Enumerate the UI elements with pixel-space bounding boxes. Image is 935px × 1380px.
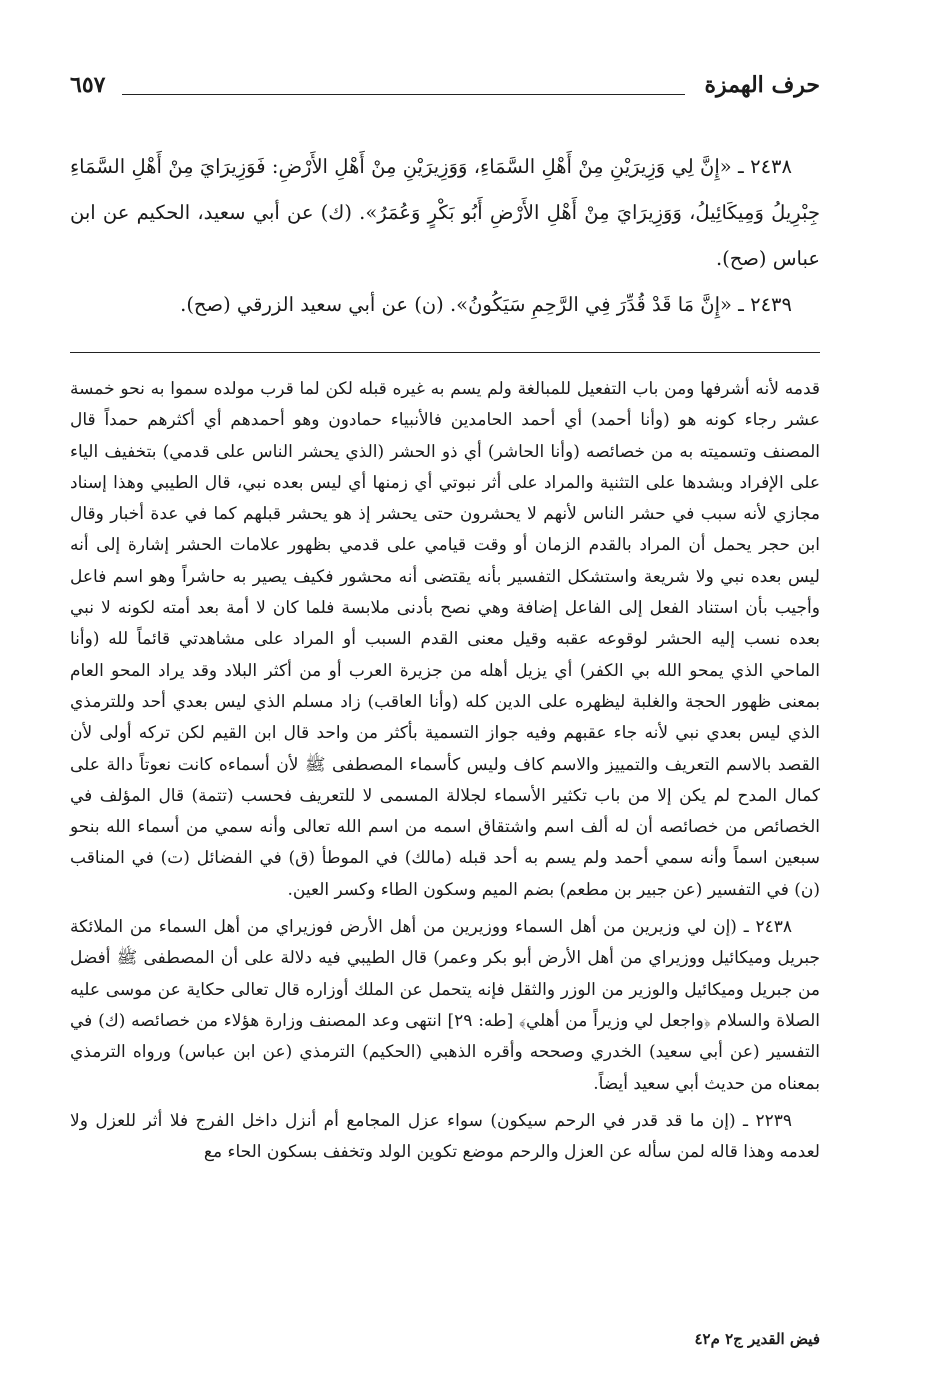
commentary-paragraph: قدمه لأنه أشرفها ومن باب التفعيل للمبالغة ولم يسم به غيره قبله لكن لما قرب مولده سموا به نحو خمسة عشر رجاء كونه هو (وأنا أحمد) أي أحمد الحامدين فالأنبياء حمادون وهو أحمدهم أي أكثرهم حمداً قال المصنف وتسميته به من خصائصه (وأنا الحاشر) أي ذو الحشر (الذي يحشر الناس على قدمي) بتخفيف الياء على الإفراد وبشدها على التثنية والمراد على أثر نبوتي أي زمنها أي ليس بعده نبي، قال الطيبي وهذا إسناد مجازي لأنه سبب في حشر الناس لأنهم لا يحشرون حتى يحشر إذ هو يحشر قبلهم كما في عدة أخبار وقال ابن حجر يحمل أن المراد بالقدم الزمان أو وقت قيامي على قدمي بظهور علامات الحشر إشارة إلى أنه ليس بعده نبي ولا شريعة واستشكل التفسير بأنه يقتضى أنه محشور فكيف يصير به حاشراً وهو اسم فاعل وأجيب بأن استناد الفعل إلى الفاعل إضافة وهي نصح بأدنى ملابسة فلما كان لا أمة بعد أمته لكونه لا نبي بعده نسب إليه الحشر لوقوعه عقبه وقيل معنى القدم السبب أو المراد على مشاهدتي قائماً لله (وأنا الماحي الذي يمحو الله بي الكفر) أي يزيل أهله من جزيرة العرب أو من أكثر البلاد وقد يراد المحو العام بمعنى ظهور الحجة والغلبة ليظهره على الدين كله (وأنا العاقب) زاد مسلم الذي ليس بعدي أحد وللترمذي الذي ليس بعدي نبي لأنه جاء عقبهم وفيه جواز التسمية بأكثر من واحد قال ابن القيم لكن تركه أولى لأن القصد بالاسم التعريف والتمييز والاسم كاف وليس كأسماء المصطفى ﷺ لأن أسماءه كانت نعوتاً دالة على كمال المدح لم يكن إلا من باب تكثير الأسماء لجلالة المسمى لا للتعريف فحسب (تتمة) قال المؤلف في الخصائص من خصائصه أن له ألف اسم واشتقاق اسمه من اسم الله تعالى وأنه سمي من أسماء الله بنحو سبعين اسماً وأنه سمي أحمد ولم يسم به أحد قبله (مالك) في الموطأ (ق) في الفضائل (ت) في المناقب (ن) في التفسير (عن جبير بن مطعم) بضم الميم وسكون الطاء وكسر العين. — [70, 379, 820, 900]
page-header — [70, 72, 820, 104]
commentary — [70, 374, 820, 1174]
section-divider — [70, 352, 820, 353]
header-rule — [122, 94, 685, 95]
hadith-2438: ٢٤٣٨ ـ «إِنَّ لِي وَزِيرَيْنِ مِنْ أَهْلِ السَّمَاءِ، وَوَزِيرَيْنِ مِنْ أَهْلِ الأَرْضِ: فَوَزِيرَايَ مِنْ أَهْلِ السَّمَاءِ جِبْرِيلُ وَمِيكَائِيلُ، وَوَزِيرَايَ مِنْ أَهْلِ الأَرْضِ أَبُو بَكْرٍ وَعُمَرُ». (ك) عن أبي سعيد، الحكيم عن ابن عباس (صح). — [70, 155, 820, 270]
commentary-paragraph-2439: ٢٢٣٩ ـ (إن ما قد قدر في الرحم سيكون) سواء عزل المجامع أم أنزل داخل الفرج فلا أثر للعزل ولا لعدمه وهذا قاله لمن سأله عن العزل والرحم موضع تكوين الولد وتخفف بسكون الحاء مع — [70, 1110, 820, 1163]
book-signature: فيض القدير ج٢ م٤٢ — [694, 1330, 820, 1348]
commentary-paragraph-2438: ٢٤٣٨ ـ (إن لي وزيرين من أهل السماء ووزيرين من أهل الأرض فوزيراي من أهل السماء من الملائكة جبريل وميكائيل ووزيراي من أهل الأرض أبو بكر وعمر) قال الطيبي فيه دلالة على أن المصطفى ﷺ أفضل من جبريل وميكائيل والوزير من الوزر والثقل فإنه يتحمل عن الملك أوزاره قال تعالى حكاية عن موسى عليه الصلاة والسلام ﴿واجعل لي وزيراً من أهلي﴾ [طه: ٢٩] انتهى وعد المصنف وزارة هؤلاء من خصائصه (ك) في التفسير (عن أبي سعيد) الخدري وصححه وأقره الذهبي (الحكيم) الترمذي (عن ابن عباس) ورواه الترمذي بمعناه من حديث أبي سعيد أيضاً. — [70, 917, 820, 1094]
page-number: ٦٥٧ — [70, 72, 106, 98]
hadith-text — [70, 144, 820, 328]
chapter-title: حرف الهمزة — [704, 72, 820, 98]
hadith-2439: ٢٤٣٩ ـ «إِنَّ مَا قَدْ قُدِّرَ فِي الرَّحِمِ سَيَكُونُ». (ن) عن أبي سعيد الزرقي (صح). — [180, 293, 792, 316]
book-page — [70, 62, 820, 1362]
